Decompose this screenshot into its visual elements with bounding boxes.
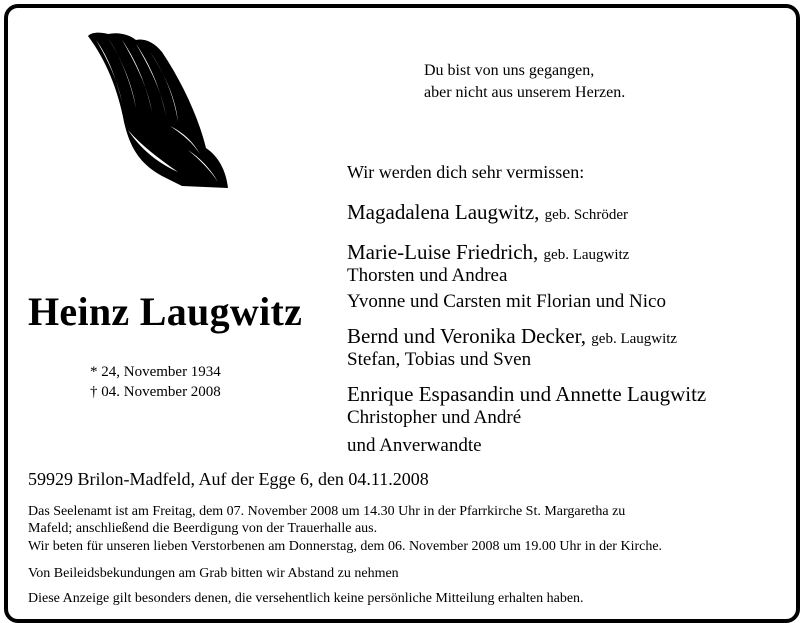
quote-line-2: aber nicht aus unserem Herzen. [424, 84, 626, 101]
birth-date: * 24, November 1934 [90, 364, 221, 380]
funeral-info-line-2: Mafeld; anschließend die Beerdigung von der Trauerhalle aus. [28, 521, 378, 536]
family-line: Stefan, Tobias und Sven [347, 349, 532, 370]
condolence-info: Von Beileidsbekundungen am Grab bitten wir Abstand zu nehmen [28, 566, 399, 581]
family-member-note: geb. Laugwitz [543, 247, 630, 263]
family-member-name: Bernd und Veronika Decker, [347, 324, 587, 348]
family-member [347, 323, 677, 352]
deceased-name: Heinz Laugwitz [28, 289, 303, 334]
praying-hands-icon [78, 30, 238, 190]
family-line: Enrique Espasandin und Annette Laugwitz [347, 382, 707, 406]
family-member [347, 199, 628, 228]
family-member-note: geb. Schröder [544, 207, 628, 223]
family-member-name: Magadalena Laugwitz, [347, 200, 540, 224]
place-date: 59929 Brilon-Madfeld, Auf der Egge 6, den 04.11.2008 [28, 469, 429, 489]
miss-heading: Wir werden dich sehr vermissen: [347, 162, 585, 182]
family-member-note: geb. Laugwitz [591, 331, 678, 347]
family-line: Christopher und André [347, 407, 522, 428]
family-line: und Anverwandte [347, 435, 482, 456]
funeral-info-line-1: Das Seelenamt ist am Freitag, dem 07. November 2008 um 14.30 Uhr in der Pfarrkirche St. Margaretha zu [28, 504, 626, 519]
quote-line-1: Du bist von uns gegangen, [424, 62, 595, 79]
family-member-name: Marie-Luise Friedrich, [347, 240, 539, 264]
thanks-info: Diese Anzeige gilt besonders denen, die versehentlich keine persönliche Mitteilung erhalten haben. [28, 591, 584, 606]
prayer-info: Wir beten für unseren lieben Verstorbenen am Donnerstag, dem 06. November 2008 um 19.00 Uhr in der Kirche. [28, 539, 663, 554]
family-member [347, 239, 629, 268]
death-date: † 04. November 2008 [90, 384, 221, 400]
family-line: Thorsten und Andrea [347, 265, 508, 286]
family-line: Yvonne und Carsten mit Florian und Nico [347, 291, 666, 312]
